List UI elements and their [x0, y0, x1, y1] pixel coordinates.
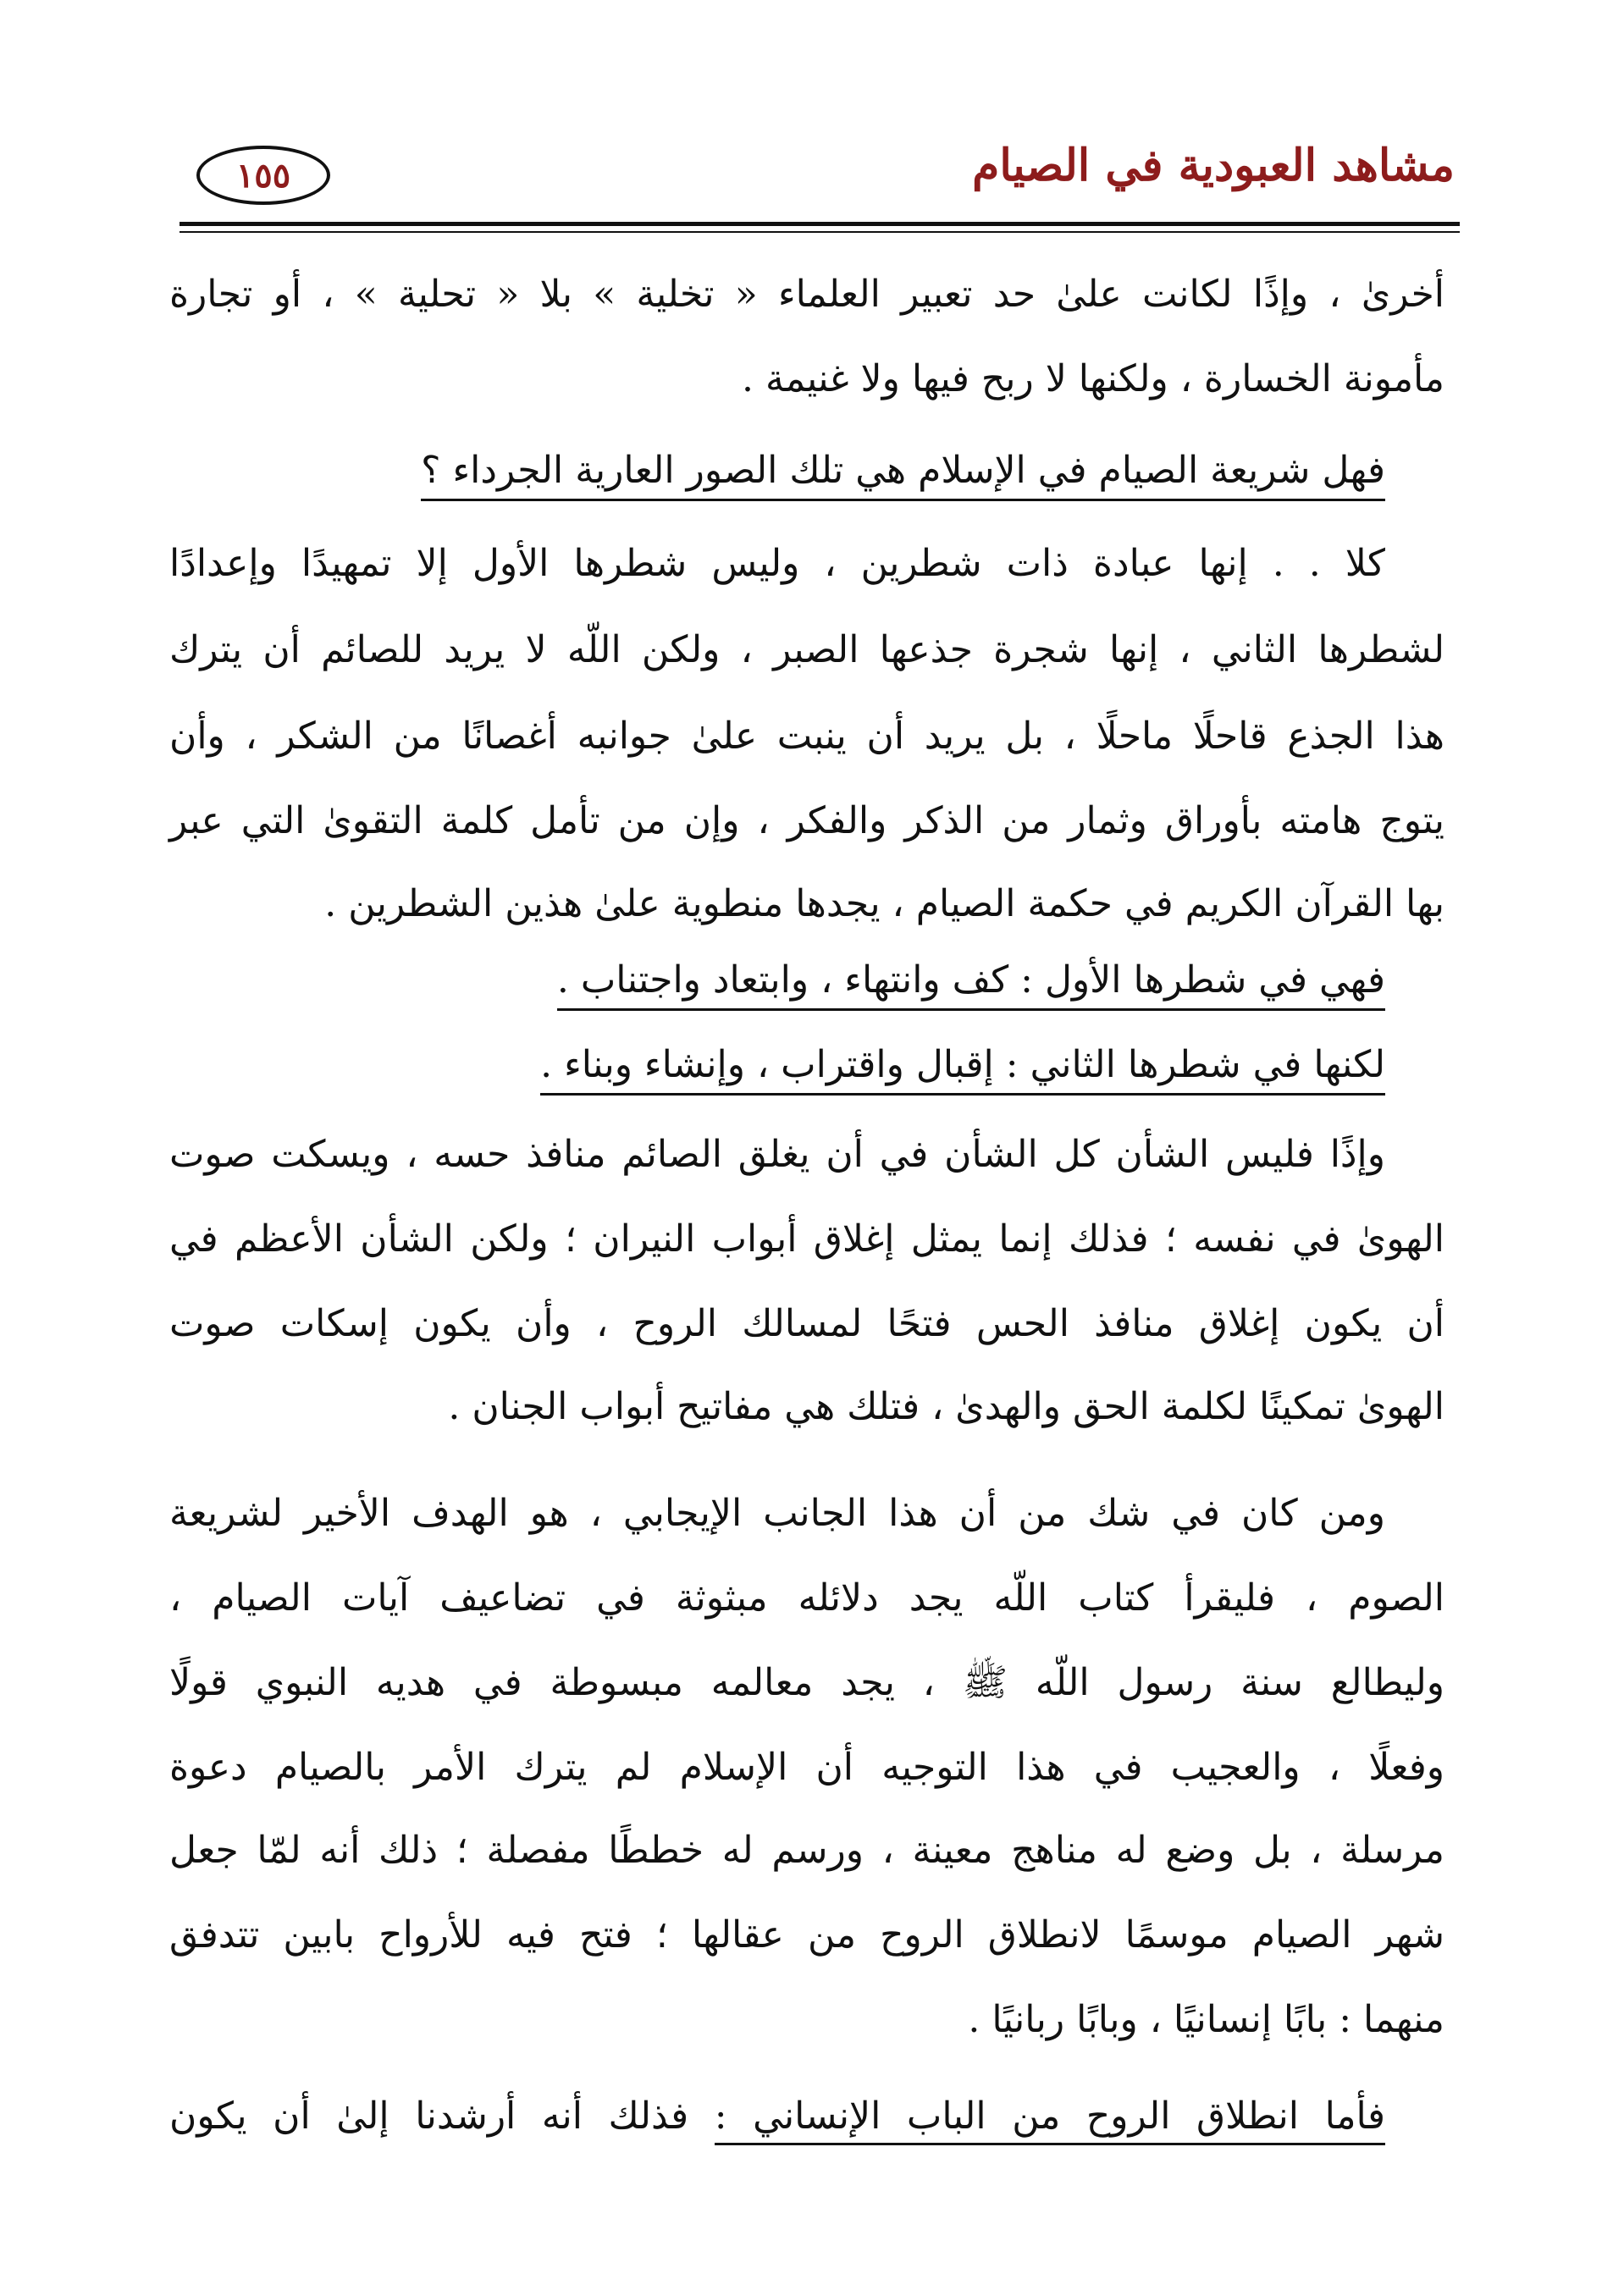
statement-second-half [540, 1043, 1385, 1096]
paragraph-3-line-3: أن يكون إغلاق منافذ الحس فتحًا لمسالك الروح ، وأن يكون إسكات صوت [169, 1302, 1444, 1345]
paragraph-2-line-2: لشطرها الثاني ، إنها شجرة جذعها الصبر ، ولكن اللّه لا يريد للصائم أن يترك [169, 628, 1444, 671]
paragraph-5-lead: فأما انطلاق الروح من الباب الإنساني : [715, 2095, 1385, 2145]
paragraph-4-line-3: وليطالع سنة رسول اللّه ﷺ ، يجد معالمه مبسوطة في هديه النبوي قولًا [169, 1661, 1444, 1704]
paragraph-4-line-2: الصوم ، فليقرأ كتاب اللّه يجد دلائله مبثوثة في تضاعيف آيات الصيام ، [169, 1576, 1444, 1620]
paragraph-5-rest: فذلك أنه أرشدنا إلىٰ أن يكون [169, 2095, 689, 2138]
paragraph-3-line-1: وإذًا فليس الشأن كل الشأن في أن يغلق الصائم منافذ حسه ، ويسكت صوت [169, 1133, 1385, 1176]
paragraph-1-line-2: مأمونة الخسارة ، ولكنها لا ربح فيها ولا غنيمة . [741, 357, 1444, 400]
page-number: ١٥٥ [235, 155, 291, 196]
header-rule-thin [180, 231, 1460, 233]
paragraph-3-line-4: الهوىٰ تمكينًا لكلمة الحق والهدىٰ ، فتلك هي مفاتيح أبواب الجنان . [448, 1385, 1444, 1428]
paragraph-3-line-2: الهوىٰ في نفسه ؛ فذلك إنما يمثل إغلاق أبواب النيران ؛ ولكن الشأن الأعظم في [169, 1217, 1444, 1261]
paragraph-4-line-6: شهر الصيام موسمًا لانطلاق الروح من عقالها ؛ فتح فيه للأرواح بابين تتدفق [169, 1913, 1444, 1957]
page-number-badge [196, 146, 330, 205]
paragraph-5-line-1 [169, 2095, 1385, 2145]
paragraph-4-line-1: ومن كان في شك من أن هذا الجانب الإيجابي ، هو الهدف الأخير لشريعة [169, 1492, 1385, 1535]
paragraph-4-line-7: منهما : بابًا إنسانيًا ، وبابًا ربانيًا . [968, 1998, 1444, 2041]
paragraph-2-line-5: بها القرآن الكريم في حكمة الصيام ، يجدها منطوية علىٰ هذين الشطرين . [324, 882, 1444, 925]
paragraph-2-line-1: كلا . . إنها عبادة ذات شطرين ، وليس شطرها الأول إلا تمهيدًا وإعدادًا [169, 542, 1385, 585]
paragraph-1-line-1: أخرىٰ ، وإذًا لكانت علىٰ حد تعبير العلماء « تخلية » بلا « تحلية » ، أو تجارة [169, 273, 1444, 316]
section-question [421, 449, 1385, 501]
running-title: مشاهد العبودية في الصيام [972, 140, 1455, 191]
paragraph-2-line-4: يتوج هامته بأوراق وثمار من الذكر والفكر ، وإن من تأمل كلمة التقوىٰ التي عبر [169, 799, 1444, 842]
paragraph-4-line-5: مرسلة ، بل وضع له مناهج معينة ، ورسم له خططًا مفصلة ؛ ذلك أنه لمّا جعل [169, 1829, 1444, 1872]
header-rule-thick [180, 222, 1460, 226]
statement-first-half [557, 958, 1385, 1011]
paragraph-2-line-3: هذا الجذع قاحلًا ماحلًا ، بل يريد أن ينبت علىٰ جوانبه أغصانًا من الشكر ، وأن [169, 715, 1444, 758]
section-question-text: فهل شريعة الصيام في الإسلام هي تلك الصور العارية الجرداء ؟ [421, 449, 1385, 492]
paragraph-4-line-4: وفعلًا ، والعجيب في هذا التوجيه أن الإسلام لم يترك الأمر بالصيام دعوة [169, 1746, 1444, 1789]
statement-second-half-text: لكنها في شطرها الثاني : إقبال واقتراب ، وإنشاء وبناء . [540, 1043, 1385, 1086]
statement-first-half-text: فهي في شطرها الأول : كف وانتهاء ، وابتعاد واجتناب . [556, 958, 1385, 1002]
